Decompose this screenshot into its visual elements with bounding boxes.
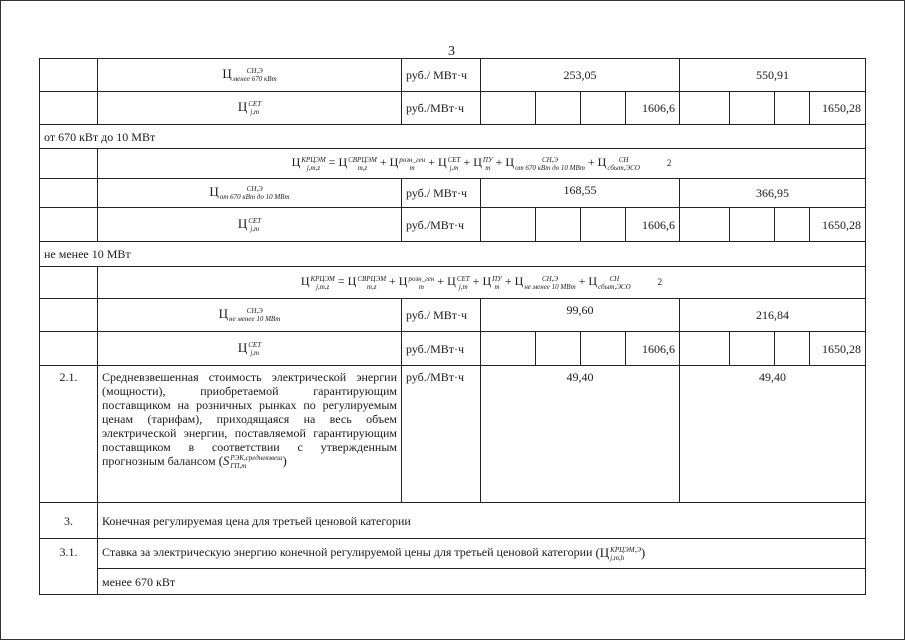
formula-cell — [98, 149, 866, 179]
symbol-cell — [98, 179, 402, 208]
unit-cell: руб./МВт·ч — [402, 92, 481, 125]
footnote-ref: 2 — [657, 277, 663, 288]
num-cell — [40, 299, 98, 332]
num-cell — [40, 149, 98, 179]
table-row — [40, 539, 866, 569]
symbol-cell — [98, 208, 402, 242]
page-number: 3 — [448, 44, 455, 59]
table-row — [40, 125, 866, 149]
empty-cell — [680, 332, 730, 366]
symbol-krcem-e: (Ц КРЦЭМ,Э j,m,h ) — [595, 544, 646, 562]
empty-cell — [730, 92, 775, 125]
symbol-s-gp: (S РЭК,средневзвеш ГП,m ) — [218, 453, 287, 471]
table-row — [40, 179, 866, 208]
empty-cell — [680, 208, 730, 242]
item-description: Конечная регулируемая цена для третьей ценовой категории — [98, 503, 866, 539]
empty-cell — [481, 208, 536, 242]
value-cell: 1650,28 — [810, 208, 866, 242]
symbol-tset: Ц СЕТ j,m — [237, 215, 262, 233]
value-cell: 366,95 — [680, 179, 866, 208]
table-row — [40, 208, 866, 242]
empty-cell — [775, 92, 810, 125]
symbol-tsen-sne-670-10: Ц СН,Э от 670 кВт до 10 МВт — [209, 183, 290, 201]
value-cell: 550,91 — [680, 59, 866, 92]
symbol-tset: Ц СЕТ j,m — [237, 339, 262, 357]
empty-cell — [680, 92, 730, 125]
value-cell: 1606,6 — [626, 92, 680, 125]
symbol-cell — [98, 92, 402, 125]
table-row — [40, 503, 866, 539]
unit-cell: руб./МВт·ч — [402, 208, 481, 242]
empty-cell — [775, 332, 810, 366]
num-cell — [40, 179, 98, 208]
symbol-cell — [98, 59, 402, 92]
value-cell: 1606,6 — [626, 208, 680, 242]
formula-2: Ц КРЦЭМ j,m,z = Ц СВРЦЭМ m,z + Ц розн_ген m + Ц СЕТ j,m + Ц ПУ m + Ц СН,Э не менее 10 МВт + Ц СН сбыт,ЭСО 2 — [300, 274, 663, 291]
table-row — [40, 242, 866, 267]
table-row — [40, 366, 866, 503]
symbol-tsen-sne-lt670: Ц СН,Э менее 670 кВт — [222, 65, 277, 83]
footnote-ref: 2 — [666, 158, 672, 169]
empty-cell — [775, 208, 810, 242]
num-cell — [40, 59, 98, 92]
value-cell: 49,40 — [680, 366, 866, 503]
unit-cell: руб./ МВт·ч — [402, 179, 481, 208]
unit-cell: руб./МВт·ч — [402, 366, 481, 503]
value-cell: 49,40 — [481, 366, 680, 503]
unit-cell: руб./ МВт·ч — [402, 59, 481, 92]
value-cell: 216,84 — [680, 299, 866, 332]
symbol-tsen-sne-ge10: Ц СН,Э не менее 10 МВт — [218, 305, 281, 323]
value-cell: 1650,28 — [810, 92, 866, 125]
symbol-cell — [98, 299, 402, 332]
item-description: Ставка за электрическую энергию конечной регулируемой цены для третьей ценовой категории (Ц КРЦЭМ,Э j,m,h ) — [98, 539, 866, 569]
range-heading: от 670 кВт до 10 МВт — [40, 125, 866, 149]
table-row — [40, 332, 866, 366]
item-number: 2.1. — [40, 366, 98, 503]
empty-cell — [730, 332, 775, 366]
value-cell: 99,60 — [481, 299, 680, 332]
empty-cell — [581, 92, 626, 125]
num-cell — [40, 332, 98, 366]
table-row — [40, 569, 866, 595]
symbol-cell — [98, 332, 402, 366]
range-heading: менее 670 кВт — [98, 569, 866, 595]
unit-cell: руб./ МВт·ч — [402, 299, 481, 332]
table-row — [40, 59, 866, 92]
formula-1: Ц КРЦЭМ j,m,z = Ц СВРЦЭМ m,z + Ц розн_ген m + Ц СЕТ j,m + Ц ПУ m + Ц СН,Э от 670 кВт до 10 МВт + Ц СН сбыт,ЭСО 2 — [291, 155, 672, 172]
tariff-table — [39, 58, 866, 595]
value-cell: 1606,6 — [626, 332, 680, 366]
value-cell: 253,05 — [481, 59, 680, 92]
num-cell — [40, 208, 98, 242]
empty-cell — [730, 208, 775, 242]
symbol-tset: Ц СЕТ j,m — [237, 98, 262, 116]
empty-cell — [481, 92, 536, 125]
formula-cell — [98, 267, 866, 299]
table-row — [40, 92, 866, 125]
item-number: 3.1. — [40, 539, 98, 595]
range-heading: не менее 10 МВт — [40, 242, 866, 267]
num-cell — [40, 267, 98, 299]
value-cell: 1650,28 — [810, 332, 866, 366]
empty-cell — [481, 332, 536, 366]
empty-cell — [536, 208, 581, 242]
empty-cell — [581, 208, 626, 242]
table-row — [40, 149, 866, 179]
empty-cell — [536, 332, 581, 366]
empty-cell — [581, 332, 626, 366]
num-cell — [40, 92, 98, 125]
unit-cell: руб./МВт·ч — [402, 332, 481, 366]
item-number: 3. — [40, 503, 98, 539]
item-description: Средневзвешенная стоимость электрической энергии (мощности), приобретаемой гарантирующим поставщиком на розничных рынках по регулируемым ценам (тарифам), приходящаяся на весь объем электрической энергии, поставляемой гарантирующим поставщиком в соответствии с утвержденным прогнозным балансом (S РЭК,средневзвеш ГП,m ) — [98, 366, 402, 503]
table-row — [40, 299, 866, 332]
table-row — [40, 267, 866, 299]
empty-cell — [536, 92, 581, 125]
value-cell: 168,55 — [481, 179, 680, 208]
